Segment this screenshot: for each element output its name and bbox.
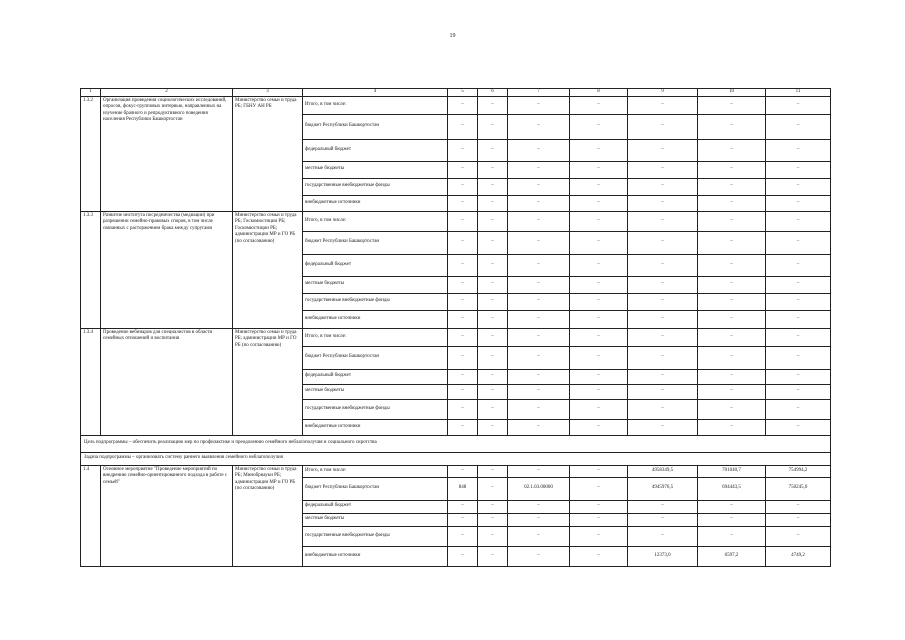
value-cell: – <box>766 500 831 513</box>
value-cell: – <box>698 254 766 276</box>
value-cell: – <box>508 513 570 526</box>
value-cell: – <box>570 139 628 161</box>
funding-source: бюджет Республики Башкортостан <box>303 346 448 369</box>
column-header: 7 <box>508 89 570 97</box>
value-cell: – <box>508 178 570 195</box>
measure-name: Основное мероприятие "Проведение мероприятий по внедрению семейно-ориентированного подхода в работе с семьей" <box>101 465 233 566</box>
value-cell: – <box>698 513 766 526</box>
measure-executor: Министерство семьи и труда РБ; администрации МР и ГО РБ (по согласованию) <box>233 328 303 435</box>
value-cell: – <box>478 195 508 211</box>
measure-executor: Министерство семьи и труда РБ; Госкомюстиции РБ; Госкомюстиции РБ; администрации МР и ГО РБ (по согласованию) <box>233 211 303 328</box>
funding-source: Итого, в том числе: <box>303 211 448 231</box>
column-header: 9 <box>628 89 698 97</box>
value-cell: – <box>508 276 570 293</box>
value-cell: 754994,2 <box>766 465 831 477</box>
value-cell: – <box>570 384 628 399</box>
funding-source: государственные внебюджетные фонды <box>303 293 448 310</box>
value-cell: – <box>478 399 508 419</box>
value-cell: – <box>570 293 628 310</box>
value-cell: – <box>448 526 478 546</box>
value-cell: – <box>448 399 478 419</box>
value-cell: – <box>448 139 478 161</box>
value-cell: 4958349,5 <box>628 465 698 477</box>
value-cell: – <box>570 96 628 114</box>
value-cell: – <box>478 419 508 435</box>
value-cell: – <box>478 139 508 161</box>
value-cell: – <box>628 310 698 328</box>
subprogram-goal: Цель подпрограммы – обеспечить реализацию мер по профилактике и преодолению семейного неблагополучия и социального сиротства <box>81 435 831 452</box>
value-cell: – <box>698 369 766 384</box>
value-cell: – <box>628 346 698 369</box>
value-cell: – <box>508 465 570 477</box>
value-cell: – <box>570 513 628 526</box>
value-cell: – <box>448 231 478 254</box>
value-cell: – <box>508 231 570 254</box>
value-cell: – <box>766 384 831 399</box>
value-cell: – <box>570 465 628 477</box>
funding-source: федеральный бюджет <box>303 254 448 276</box>
value-cell: – <box>698 500 766 513</box>
value-cell: – <box>628 114 698 139</box>
value-cell: – <box>766 399 831 419</box>
value-cell: – <box>698 526 766 546</box>
measure-code: 1.4 <box>81 465 101 566</box>
measure-code: 1.3.3 <box>81 211 101 328</box>
value-cell: – <box>478 96 508 114</box>
column-header: 1 <box>81 89 101 97</box>
value-cell: – <box>766 526 831 546</box>
value-cell: – <box>628 419 698 435</box>
value-cell: – <box>628 526 698 546</box>
value-cell: – <box>628 369 698 384</box>
value-cell: – <box>766 513 831 526</box>
value-cell: 02.1.03.00000 <box>508 477 570 500</box>
value-cell: – <box>570 369 628 384</box>
value-cell: – <box>766 96 831 114</box>
value-cell: – <box>448 384 478 399</box>
funding-source: бюджет Республики Башкортостан <box>303 114 448 139</box>
value-cell: – <box>766 161 831 178</box>
value-cell: – <box>570 161 628 178</box>
value-cell: – <box>478 231 508 254</box>
funding-source: федеральный бюджет <box>303 500 448 513</box>
table-row <box>81 465 831 477</box>
value-cell: – <box>628 139 698 161</box>
value-cell: – <box>478 477 508 500</box>
value-cell: – <box>508 369 570 384</box>
value-cell: – <box>698 231 766 254</box>
value-cell: – <box>628 384 698 399</box>
measure-executor: Министерство семьи и труда РБ; ГБНУ АН РБ <box>233 96 303 211</box>
value-cell: – <box>508 346 570 369</box>
value-cell: – <box>698 346 766 369</box>
value-cell: – <box>698 310 766 328</box>
value-cell: – <box>766 293 831 310</box>
value-cell: – <box>448 293 478 310</box>
value-cell: – <box>478 114 508 139</box>
value-cell: – <box>628 328 698 346</box>
funding-source: бюджет Республики Башкортостан <box>303 477 448 500</box>
value-cell: – <box>478 328 508 346</box>
value-cell: 6597,2 <box>698 546 766 566</box>
funding-source: государственные внебюджетные фонды <box>303 178 448 195</box>
value-cell: – <box>508 211 570 231</box>
value-cell: – <box>766 231 831 254</box>
value-cell: – <box>448 328 478 346</box>
value-cell: – <box>628 231 698 254</box>
value-cell: – <box>628 96 698 114</box>
measure-code: 1.3.2 <box>81 96 101 211</box>
value-cell: 848 <box>448 477 478 500</box>
value-cell: – <box>478 276 508 293</box>
value-cell: – <box>628 276 698 293</box>
value-cell: – <box>766 254 831 276</box>
funding-source: местные бюджеты <box>303 276 448 293</box>
column-header: 3 <box>233 89 303 97</box>
value-cell: – <box>628 161 698 178</box>
value-cell: – <box>628 500 698 513</box>
value-cell: – <box>508 526 570 546</box>
value-cell: – <box>628 211 698 231</box>
funding-source: Итого, в том числе: <box>303 96 448 114</box>
value-cell: – <box>508 419 570 435</box>
value-cell: 12373,0 <box>628 546 698 566</box>
value-cell: – <box>448 419 478 435</box>
funding-source: Итого, в том числе: <box>303 465 448 477</box>
funding-source: местные бюджеты <box>303 161 448 178</box>
value-cell: – <box>698 161 766 178</box>
value-cell: – <box>478 254 508 276</box>
column-header: 11 <box>766 89 831 97</box>
value-cell: – <box>508 399 570 419</box>
value-cell: – <box>570 328 628 346</box>
value-cell: 694443,5 <box>698 477 766 500</box>
value-cell: – <box>698 399 766 419</box>
value-cell: – <box>508 114 570 139</box>
funding-source: внебюджетные источники <box>303 195 448 211</box>
value-cell: – <box>570 419 628 435</box>
funding-source: Итого, в том числе: <box>303 328 448 346</box>
value-cell: – <box>766 139 831 161</box>
value-cell: – <box>570 114 628 139</box>
value-cell: – <box>698 293 766 310</box>
measure-executor: Министерство семьи и труда РБ; Минобрнауки РБ; администрации МР и ГО РБ (по согласованию) <box>233 465 303 566</box>
column-header: 2 <box>101 89 233 97</box>
budget-table <box>80 88 831 567</box>
value-cell: – <box>766 310 831 328</box>
funding-source: местные бюджеты <box>303 513 448 526</box>
value-cell: – <box>508 254 570 276</box>
value-cell: – <box>508 500 570 513</box>
value-cell: – <box>570 178 628 195</box>
value-cell: – <box>478 310 508 328</box>
value-cell: – <box>478 546 508 566</box>
value-cell: – <box>478 369 508 384</box>
value-cell: – <box>698 384 766 399</box>
value-cell: – <box>448 276 478 293</box>
measure-code: 1.3.4 <box>81 328 101 435</box>
value-cell: – <box>448 178 478 195</box>
value-cell: – <box>508 310 570 328</box>
task-row <box>81 452 831 465</box>
value-cell: – <box>508 293 570 310</box>
value-cell: – <box>628 399 698 419</box>
table-row <box>81 96 831 114</box>
value-cell: – <box>478 384 508 399</box>
value-cell: – <box>478 161 508 178</box>
value-cell: – <box>448 211 478 231</box>
goal-row <box>81 435 831 452</box>
value-cell: – <box>698 419 766 435</box>
value-cell: – <box>478 178 508 195</box>
value-cell: – <box>570 276 628 293</box>
value-cell: – <box>628 178 698 195</box>
value-cell: – <box>448 369 478 384</box>
column-header: 5 <box>448 89 478 97</box>
value-cell: – <box>698 328 766 346</box>
value-cell: – <box>478 346 508 369</box>
value-cell: – <box>508 161 570 178</box>
value-cell: – <box>570 231 628 254</box>
value-cell: – <box>698 211 766 231</box>
funding-source: федеральный бюджет <box>303 139 448 161</box>
value-cell: – <box>628 293 698 310</box>
column-header: 4 <box>303 89 448 97</box>
value-cell: – <box>448 161 478 178</box>
value-cell: – <box>766 276 831 293</box>
value-cell: – <box>478 293 508 310</box>
value-cell: – <box>570 310 628 328</box>
column-header: 10 <box>698 89 766 97</box>
value-cell: – <box>766 178 831 195</box>
value-cell: – <box>698 276 766 293</box>
value-cell: – <box>766 419 831 435</box>
value-cell: – <box>766 346 831 369</box>
value-cell: – <box>508 546 570 566</box>
funding-source: бюджет Республики Башкортостан <box>303 231 448 254</box>
value-cell: – <box>448 310 478 328</box>
value-cell: – <box>508 328 570 346</box>
value-cell: – <box>766 114 831 139</box>
funding-source: федеральный бюджет <box>303 369 448 384</box>
value-cell: – <box>478 513 508 526</box>
value-cell: – <box>448 513 478 526</box>
value-cell: – <box>628 513 698 526</box>
table-row <box>81 211 831 231</box>
value-cell: – <box>508 195 570 211</box>
value-cell: – <box>448 500 478 513</box>
value-cell: – <box>448 546 478 566</box>
value-cell: – <box>766 195 831 211</box>
column-number-row <box>81 89 831 97</box>
value-cell: – <box>448 96 478 114</box>
value-cell: – <box>448 254 478 276</box>
subprogram-task: Задача подпрограммы – организовать систему раннего выявления семейного неблагополучия <box>81 452 831 465</box>
column-header: 6 <box>478 89 508 97</box>
value-cell: – <box>698 178 766 195</box>
value-cell: 4749,2 <box>766 546 831 566</box>
value-cell: – <box>698 96 766 114</box>
measure-name: Проведение вебинаров для специалистов в области семейных отношений и воспитания <box>101 328 233 435</box>
value-cell: – <box>570 500 628 513</box>
value-cell: – <box>698 195 766 211</box>
funding-source: местные бюджеты <box>303 384 448 399</box>
value-cell: – <box>766 211 831 231</box>
funding-source: государственные внебюджетные фонды <box>303 399 448 419</box>
value-cell: – <box>570 477 628 500</box>
value-cell: – <box>766 369 831 384</box>
value-cell: – <box>698 139 766 161</box>
funding-source: внебюджетные источники <box>303 546 448 566</box>
value-cell: – <box>448 465 478 477</box>
value-cell: – <box>508 96 570 114</box>
measure-name: Развитие института посредничества (медиации) при разрешении семейно-правовых споров, в том числе связанных с расторжением брака между супругами <box>101 211 233 328</box>
value-cell: – <box>570 346 628 369</box>
value-cell: – <box>570 211 628 231</box>
value-cell: – <box>766 328 831 346</box>
value-cell: – <box>508 139 570 161</box>
value-cell: – <box>570 254 628 276</box>
table-row <box>81 328 831 346</box>
value-cell: – <box>478 526 508 546</box>
value-cell: – <box>698 114 766 139</box>
value-cell: – <box>448 114 478 139</box>
value-cell: – <box>478 500 508 513</box>
value-cell: – <box>628 254 698 276</box>
value-cell: – <box>570 399 628 419</box>
value-cell: – <box>570 546 628 566</box>
value-cell: – <box>628 195 698 211</box>
value-cell: – <box>508 384 570 399</box>
funding-source: государственные внебюджетные фонды <box>303 526 448 546</box>
value-cell: – <box>478 465 508 477</box>
value-cell: – <box>570 526 628 546</box>
value-cell: – <box>448 346 478 369</box>
value-cell: 4945976,5 <box>628 477 698 500</box>
value-cell: – <box>478 211 508 231</box>
measure-name: Организация проведения социологических исследований, опросов, фокус-групповых интервью, направленных на изучение брачного и репродуктивного поведения населения Республики Башкортостан <box>101 96 233 211</box>
funding-source: внебюджетные источники <box>303 419 448 435</box>
value-cell: – <box>570 195 628 211</box>
page-number: 19 <box>449 33 456 39</box>
value-cell: – <box>448 195 478 211</box>
column-header: 8 <box>570 89 628 97</box>
value-cell: 750245,0 <box>766 477 831 500</box>
funding-source: внебюджетные источники <box>303 310 448 328</box>
value-cell: 701040,7 <box>698 465 766 477</box>
